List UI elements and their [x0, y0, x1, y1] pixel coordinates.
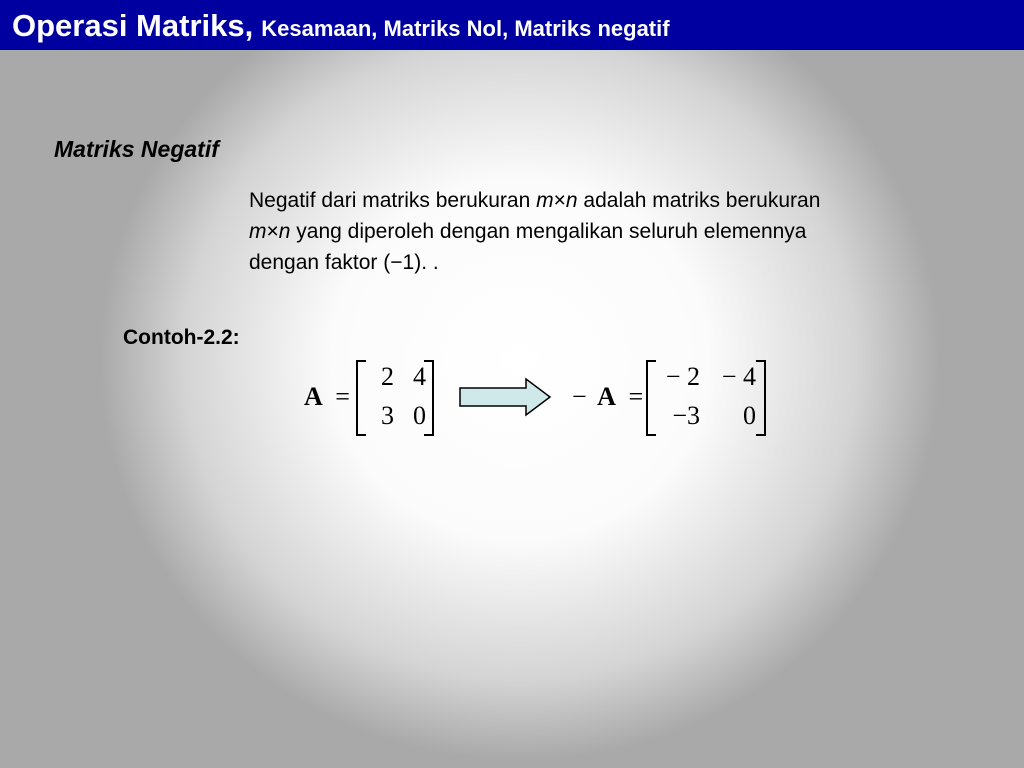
matrix-neg-a-cell: −3 — [672, 401, 700, 430]
matrix-name-a: A — [597, 382, 616, 411]
slide-title-bar — [0, 0, 1024, 50]
definition-text — [249, 185, 969, 278]
definition-line-2 — [249, 216, 969, 247]
equation-lhs-neg-a — [572, 382, 643, 412]
matrix-neg-a — [646, 360, 766, 436]
matrix-a-cell: 3 — [381, 401, 394, 430]
slide-title: Operasi Matriks, — [12, 8, 254, 43]
equals-sign: = — [335, 382, 350, 411]
times-symbol: × — [266, 220, 279, 243]
variable-m: m — [249, 220, 267, 243]
definition-text-part: adalah matriks berukuran — [577, 189, 821, 212]
matrix-a-cell: 4 — [413, 362, 426, 391]
right-arrow-icon — [458, 377, 554, 417]
equals-sign: = — [628, 382, 644, 411]
section-heading: Matriks Negatif — [54, 136, 219, 162]
definition-line-3: dengan faktor (−1). . — [249, 251, 439, 274]
equation-lhs-a — [304, 382, 350, 412]
matrix-name-a: A — [304, 382, 323, 411]
minus-sign: − — [572, 382, 587, 411]
matrix-a-cell: 0 — [413, 401, 426, 430]
variable-n: n — [565, 189, 578, 212]
variable-m: m — [536, 189, 554, 212]
variable-n: n — [278, 220, 291, 243]
example-label: Contoh-2.2: — [123, 326, 240, 349]
times-symbol: × — [553, 189, 566, 212]
matrix-a-cell: 2 — [381, 362, 394, 391]
matrix-neg-a-cell: − 2 — [665, 362, 700, 391]
matrix-a — [356, 360, 434, 436]
definition-line-1 — [249, 185, 969, 216]
matrix-neg-a-cell: 0 — [743, 401, 756, 430]
matrix-neg-a-cell: − 4 — [721, 362, 756, 391]
definition-text-part: yang diperoleh dengan mengalikan seluruh elemennya — [290, 220, 807, 243]
slide-subtitle: Kesamaan, Matriks Nol, Matriks negatif — [261, 16, 670, 41]
definition-text-part: Negatif dari matriks berukuran — [249, 189, 537, 212]
